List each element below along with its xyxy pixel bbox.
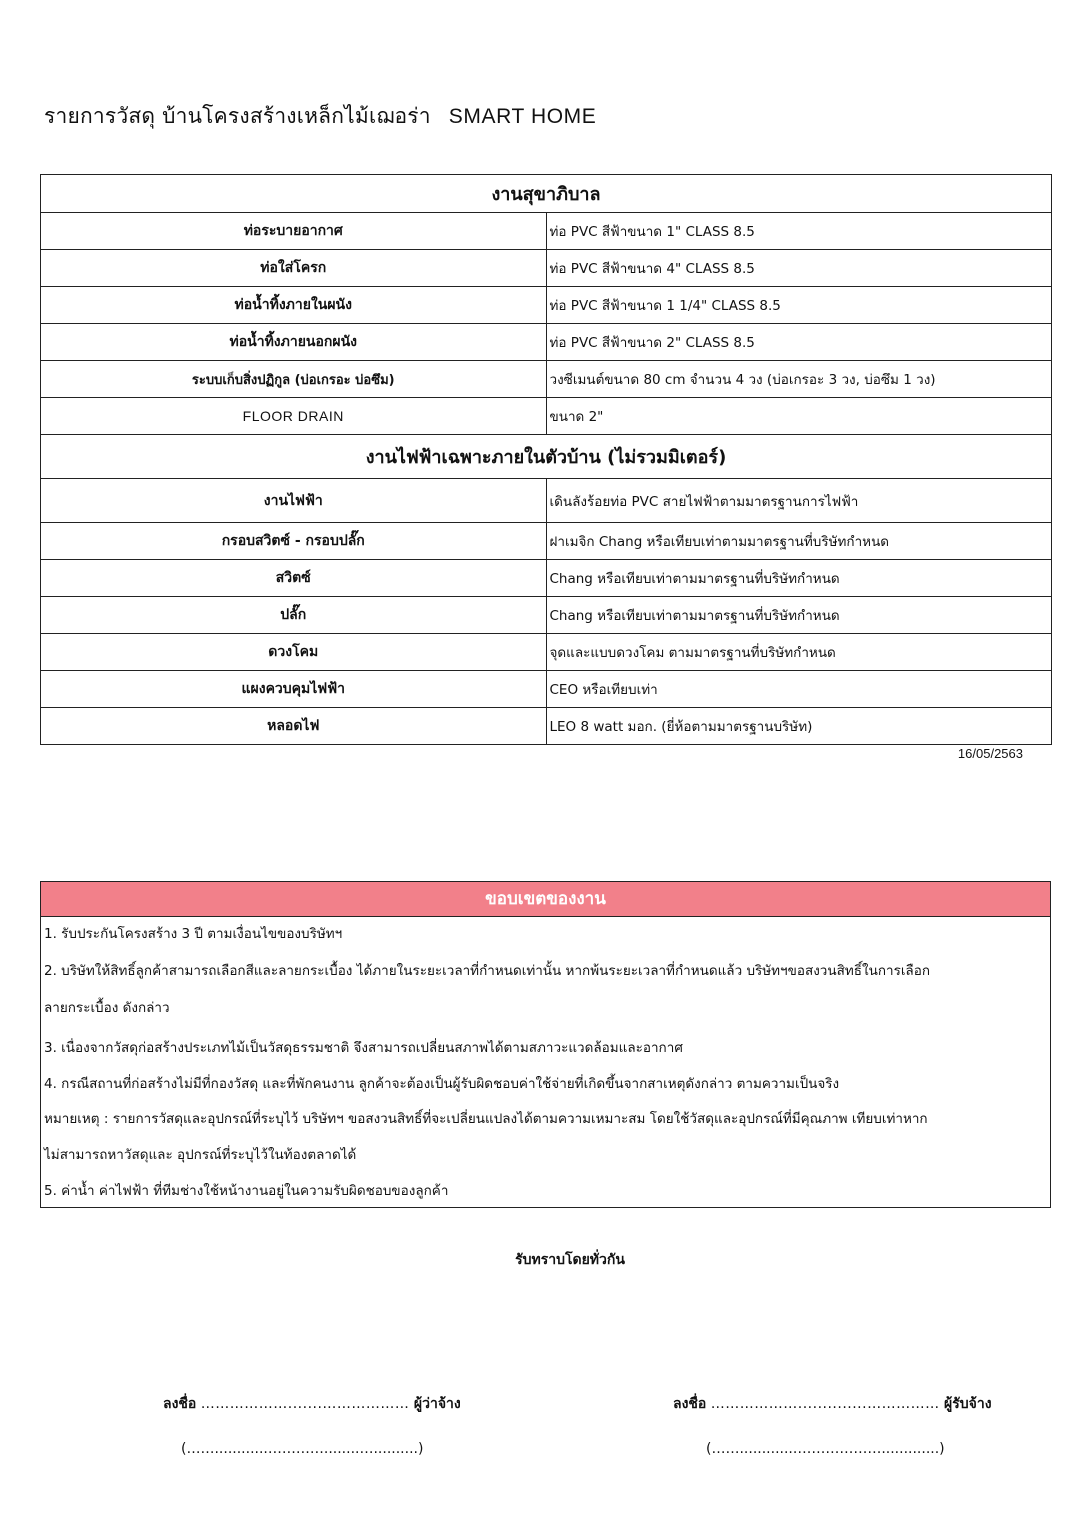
scope-line: 4. กรณีสถานที่ก่อสร้างไม่มีที่กองวัสดุ และที่พักคนงาน ลูกค้าจะต้องเป็นผู้รับผิดชอบค่าใช้จ่ายที่เกิดขึ้นจากสาเหตุดังกล่าว ตามความเป็นจริง — [44, 1076, 840, 1092]
materials-table — [40, 174, 1052, 745]
scope-line: 2. บริษัทให้สิทธิ์ลูกค้าสามารถเลือกสีและลายกระเบื้อง ได้ภายในระยะเวลาที่กำหนดเท่านั้น หากพ้นระยะเวลาที่กำหนดแล้ว บริษัทฯขอสงวนสิทธิ์ในการเลือก — [44, 963, 930, 979]
row-value: วงซีเมนต์ขนาด 80 cm จำนวน 4 วง (บ่อเกรอะ 3 วง, บ่อซึม 1 วง) — [546, 361, 1052, 398]
scope-line: ลายกระเบื้อง ดังกล่าว — [44, 1000, 170, 1016]
acknowledgement-text: รับทราบโดยทั่วกัน — [515, 1252, 625, 1268]
section-heading-sanitary: งานสุขาภิบาล — [41, 175, 1052, 213]
section-header-row — [41, 435, 1052, 479]
row-label: ท่อระบายอากาศ — [41, 213, 547, 250]
table-row — [41, 361, 1052, 398]
row-value: ท่อ PVC สีฟ้าขนาด 1" CLASS 8.5 — [546, 213, 1052, 250]
document-date: 16/05/2563 — [957, 746, 1023, 761]
row-label: FLOOR DRAIN — [41, 398, 547, 435]
employer-name-line: (……............…………........…..........) — [181, 1441, 424, 1457]
employer-signature-line — [163, 1393, 461, 1415]
table-row — [41, 250, 1052, 287]
table-row — [41, 671, 1052, 708]
scope-heading: ขอบเขตของงาน — [41, 882, 1050, 917]
row-label: หลอดไฟ — [41, 708, 547, 745]
table-row — [41, 213, 1052, 250]
table-row — [41, 479, 1052, 523]
scope-line: 5. ค่าน้ำ ค่าไฟฟ้า ที่ทีมช่างใช้หน้างานอยู่ในความรับผิดชอบของลูกค้า — [44, 1183, 449, 1199]
row-label: งานไฟฟ้า — [41, 479, 547, 523]
scope-line: ไม่สามารถหาวัสดุและ อุปกรณ์ที่ระบุไว้ในท้องตลาดได้ — [44, 1147, 357, 1163]
signature-dots: ………………..............…………… — [710, 1396, 940, 1412]
row-label: แผงควบคุมไฟฟ้า — [41, 671, 547, 708]
employer-role: ผู้ว่าจ้าง — [413, 1396, 461, 1412]
row-label: กรอบสวิตซ์ - กรอบปลั๊ก — [41, 523, 547, 560]
row-label: ดวงโคม — [41, 634, 547, 671]
scope-of-work-box — [40, 881, 1051, 1208]
row-value: จุดและแบบดวงโคม ตามมาตรฐานที่บริษัทกำหนด — [546, 634, 1052, 671]
sign-label: ลงชื่อ — [163, 1396, 197, 1412]
contractor-signature-line — [673, 1393, 992, 1415]
row-value: ฝาเมจิก Chang หรือเทียบเท่าตามมาตรฐานที่บริษัทกำหนด — [546, 523, 1052, 560]
title-thai: รายการวัสดุ บ้านโครงสร้างเหล็กไม้เฌอร่า — [44, 104, 431, 128]
table-row — [41, 287, 1052, 324]
contractor-name-line: (…….............……………….............) — [706, 1441, 945, 1457]
section-heading-electrical: งานไฟฟ้าเฉพาะภายในตัวบ้าน (ไม่รวมมิเตอร์) — [41, 435, 1052, 479]
scope-line: หมายเหตุ : รายการวัสดุและอุปกรณ์ที่ระบุไว้ บริษัทฯ ขอสงวนสิทธิ์ที่จะเปลี่ยนแปลงได้ตามความเหมาะสม โดยใช้วัสดุและอุปกรณ์ที่มีคุณภาพ เทียบเท่าหาก — [44, 1111, 928, 1127]
row-value: CEO หรือเทียบเท่า — [546, 671, 1052, 708]
signature-dots: ……………….......……………… — [200, 1396, 410, 1412]
row-label: ท่อน้ำทิ้งภายในผนัง — [41, 287, 547, 324]
row-value: Chang หรือเทียบเท่าตามมาตรฐานที่บริษัทกำหนด — [546, 560, 1052, 597]
table-row — [41, 708, 1052, 745]
contractor-role: ผู้รับจ้าง — [944, 1396, 992, 1412]
scope-line: 1. รับประกันโครงสร้าง 3 ปี ตามเงื่อนไขของบริษัทฯ — [44, 926, 343, 942]
table-row — [41, 324, 1052, 361]
table-row — [41, 634, 1052, 671]
table-row — [41, 398, 1052, 435]
row-value: LEO 8 watt มอก. (ยี่ห้อตามมาตรฐานบริษัท) — [546, 708, 1052, 745]
table-row — [41, 560, 1052, 597]
row-label: ท่อน้ำทิ้งภายนอกผนัง — [41, 324, 547, 361]
sign-label: ลงชื่อ — [673, 1396, 707, 1412]
row-label: ปลั๊ก — [41, 597, 547, 634]
row-value: Chang หรือเทียบเท่าตามมาตรฐานที่บริษัทกำหนด — [546, 597, 1052, 634]
row-label: ท่อใส่โครก — [41, 250, 547, 287]
table-row — [41, 597, 1052, 634]
section-header-row — [41, 175, 1052, 213]
page-title — [44, 100, 596, 133]
table-row — [41, 523, 1052, 560]
row-value: ขนาด 2" — [546, 398, 1052, 435]
row-value: ท่อ PVC สีฟ้าขนาด 2" CLASS 8.5 — [546, 324, 1052, 361]
row-value: ท่อ PVC สีฟ้าขนาด 1 1/4" CLASS 8.5 — [546, 287, 1052, 324]
scope-line: 3. เนื่องจากวัสดุก่อสร้างประเภทไม้เป็นวัสดุธรรมชาติ จึงสามารถเปลี่ยนสภาพได้ตามสภาวะแวดล้อมและอากาศ — [44, 1040, 683, 1056]
row-value: ท่อ PVC สีฟ้าขนาด 4" CLASS 8.5 — [546, 250, 1052, 287]
row-label: สวิตซ์ — [41, 560, 547, 597]
title-english: SMART HOME — [448, 105, 597, 128]
row-value: เดินลังร้อยท่อ PVC สายไฟฟ้าตามมาตรฐานการไฟฟ้า — [546, 479, 1052, 523]
row-label: ระบบเก็บสิ่งปฏิกูล (บ่อเกรอะ บ่อซึม) — [41, 361, 547, 398]
